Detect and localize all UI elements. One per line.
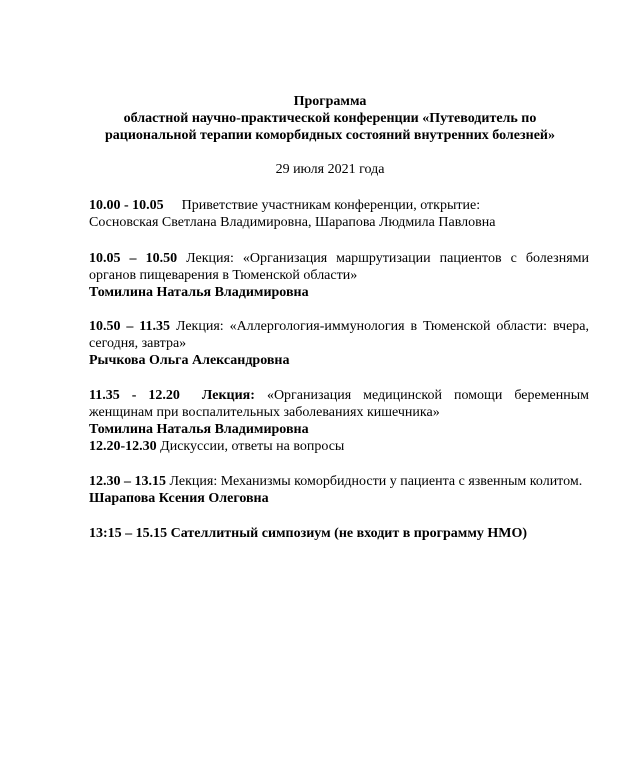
conference-date: 29 июля 2021 года [275, 162, 385, 177]
header-conference-line: рациональной терапии коморбидных состояний внутренних болезней» [105, 128, 555, 143]
program-header [60, 93, 600, 144]
program-item [89, 318, 589, 369]
program-item [89, 473, 589, 507]
program-item [89, 525, 589, 542]
program-time: 11.35 - 12.20 [89, 388, 180, 403]
program-text: Лекция: «Организация маршрутизации пациентов с болезнями органов пищеварения в Тюменской области» [89, 251, 589, 283]
program-speaker: Шарапова Ксения Олеговна [89, 491, 269, 506]
program-time: 10.05 – 10.50 [89, 251, 178, 266]
program-text: Дискуссии, ответы на вопросы [160, 439, 345, 454]
program-item [89, 197, 589, 231]
program-time: 12.30 – 13.15 [89, 474, 166, 489]
program-speaker: Рычкова Ольга Александровна [89, 353, 290, 368]
program-time: 10.00 - 10.05 [89, 198, 164, 213]
program-speaker: Томилина Наталья Владимировна [89, 422, 309, 437]
program-time: 12.20-12.30 [89, 439, 157, 454]
program-label: Лекция: [201, 388, 255, 403]
program-item [89, 250, 589, 301]
header-title: Программа [293, 94, 367, 109]
program-text: Лекция: «Аллергология-иммунология в Тюменской области: вчера, сегодня, завтра» [89, 319, 590, 351]
program-time: 13:15 – 15.15 [89, 526, 168, 541]
program-text: Лекция: Механизмы коморбидности у пациента с язвенным колитом. [169, 474, 583, 489]
program-text: Сателлитный симпозиум (не входит в программу НМО) [170, 526, 528, 541]
program-speakers: Сосновская Светлана Владимировна, Шарапова Людмила Павловна [89, 215, 496, 230]
program-text: Приветствие участникам конференции, открытие: [181, 198, 481, 213]
program-time: 10.50 – 11.35 [89, 319, 171, 334]
program-item [89, 387, 589, 455]
program-speaker: Томилина Наталья Владимировна [89, 285, 309, 300]
header-conference-line: областной научно-практической конференции «Путеводитель по [123, 111, 537, 126]
program-text: «Организация медицинской помощи беременным женщинам при воспалительных заболеваниях кишечника» [89, 388, 590, 420]
